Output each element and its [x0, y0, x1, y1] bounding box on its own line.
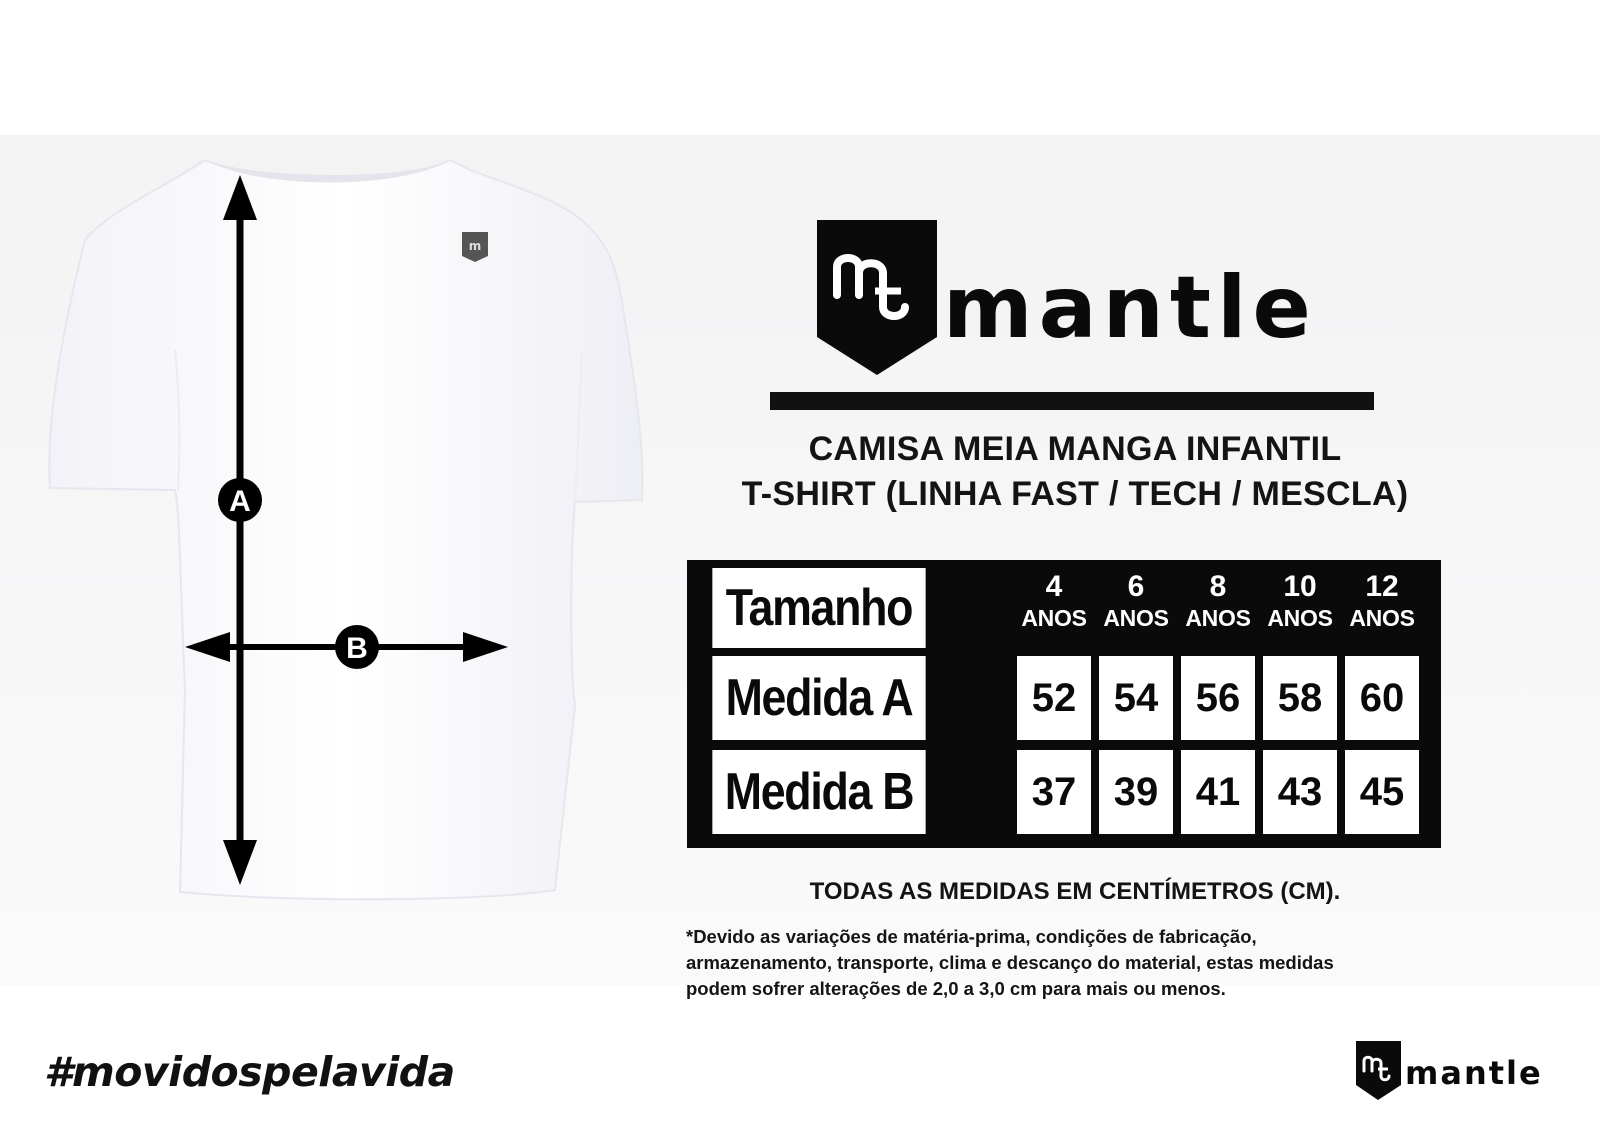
size-unit: ANOS [1103, 605, 1169, 631]
brand-wordmark: mantle [943, 258, 1317, 358]
table-cell: 41 [1181, 750, 1255, 834]
size-number: 10 [1283, 570, 1317, 603]
mantle-logo-small [1355, 1040, 1555, 1102]
size-unit: ANOS [1349, 605, 1415, 631]
disclaimer-line: podem sofrer alterações de 2,0 a 3,0 cm para mais ou menos. [686, 978, 1226, 999]
units-note: TODAS AS MEDIDAS EM CENTÍMETROS (CM). [809, 878, 1341, 905]
size-header [1015, 570, 1093, 632]
size-header [1097, 570, 1175, 632]
table-cell: 54 [1099, 656, 1173, 740]
label-a: A [229, 485, 251, 518]
table-cell: 60 [1345, 656, 1419, 740]
table-cell: 58 [1263, 656, 1337, 740]
product-title: CAMISA MEIA MANGA INFANTIL [808, 430, 1342, 468]
disclaimer [686, 924, 1486, 1002]
size-table [687, 560, 1441, 848]
table-cell: 37 [1017, 750, 1091, 834]
label-b: B [346, 632, 368, 665]
size-header [1261, 570, 1339, 632]
table-cell: 39 [1099, 750, 1173, 834]
tshirt-diagram [30, 150, 680, 950]
size-unit: ANOS [1185, 605, 1251, 631]
divider-rule [770, 392, 1374, 410]
svg-text:m: m [468, 239, 482, 253]
tshirt-body [49, 160, 642, 899]
size-header [1343, 570, 1421, 632]
row-label-medida-a: Medida A [712, 656, 925, 740]
size-number: 6 [1127, 570, 1145, 603]
hashtag: #movidospelavida [44, 1048, 455, 1096]
table-cell: 45 [1345, 750, 1419, 834]
header-label: Tamanho [712, 568, 925, 648]
brand-wordmark-small: mantle [1405, 1054, 1543, 1092]
mantle-logo [815, 215, 1335, 380]
disclaimer-line: *Devido as variações de matéria-prima, condições de fabricação, [686, 926, 1257, 947]
table-cell: 43 [1263, 750, 1337, 834]
size-header [1179, 570, 1257, 632]
size-unit: ANOS [1267, 605, 1333, 631]
product-subtitle: T-SHIRT (LINHA FAST / TECH / MESCLA) [741, 475, 1409, 513]
row-label-medida-b: Medida B [712, 750, 925, 834]
size-number: 4 [1045, 570, 1063, 603]
size-unit: ANOS [1021, 605, 1087, 631]
disclaimer-line: armazenamento, transporte, clima e descanço do material, estas medidas [686, 952, 1334, 973]
size-number: 12 [1365, 570, 1399, 603]
table-cell: 56 [1181, 656, 1255, 740]
table-cell: 52 [1017, 656, 1091, 740]
size-number: 8 [1209, 570, 1227, 603]
